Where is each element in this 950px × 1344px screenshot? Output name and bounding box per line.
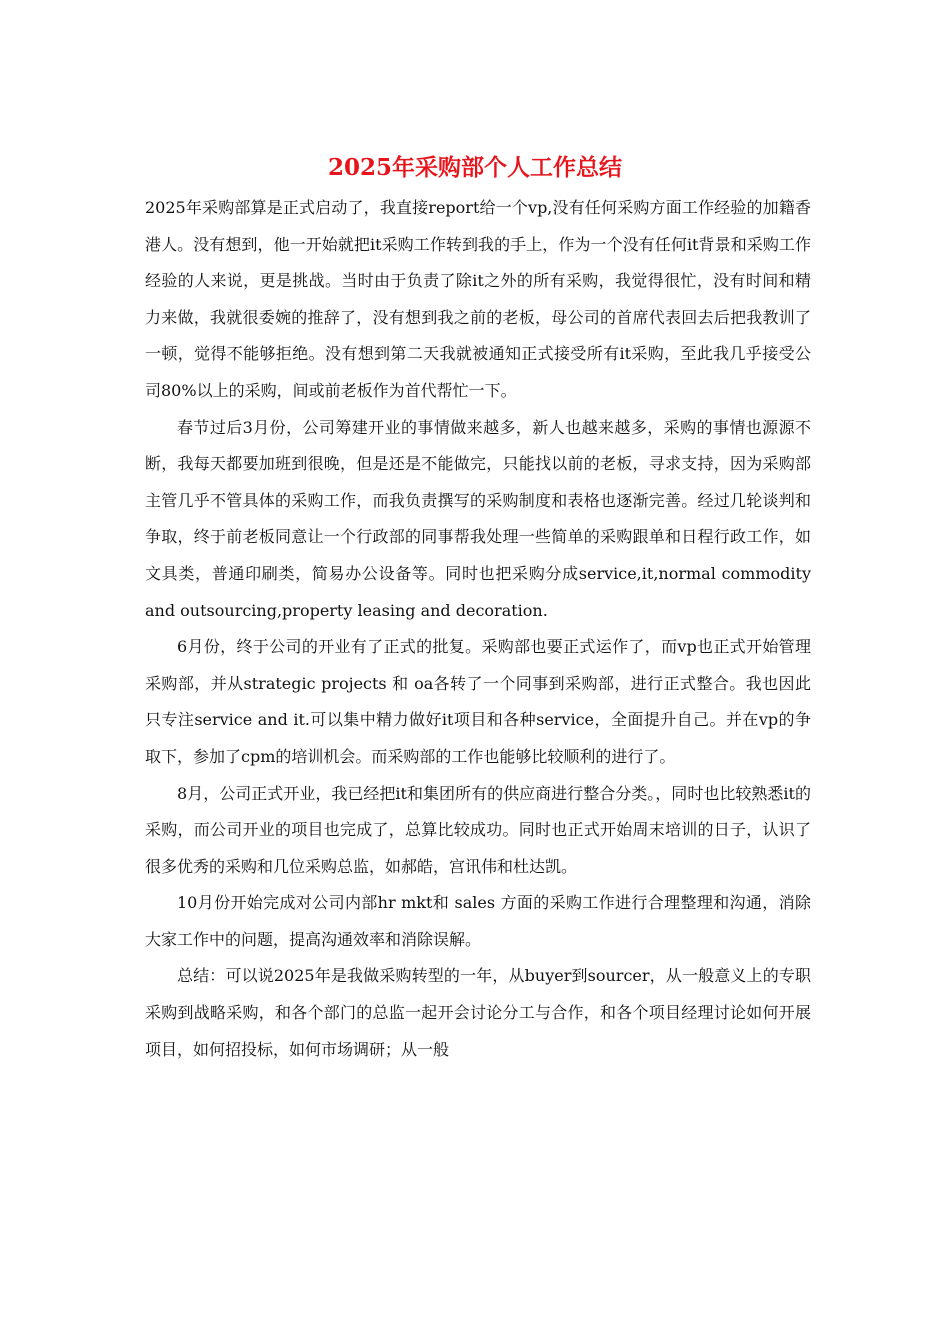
paragraph-6: 总结：可以说2025年是我做采购转型的一年，从buyer到sourcer，从一般意义上的专职采购到战略采购，和各个部门的总监一起开会讨论分工与合作，和各个项目经理讨论如何开展项目，如何招投标，如何市场调研；从一般 [145, 966, 811, 1059]
paragraph-1: 2025年采购部算是正式启动了，我直接report给一个vp,没有任何采购方面工作经验的加籍香港人。没有想到，他一开始就把it采购工作转到我的手上，作为一个没有任何it背景和采购工作经验的人来说，更是挑战。当时由于负责了除it之外的所有采购，我觉得很忙，没有时间和精力来做，我就很委婉的推辞了，没有想到我之前的老板，母公司的首席代表回去后把我教训了一顿，觉得不能够拒绝。没有想到第二天我就被通知正式接受所有it采购，至此我几乎接受公司80%以上的采购，间或前老板作为首代帮忙一下。 [145, 198, 811, 400]
paragraph-5: 10月份开始完成对公司内部hr mkt和 sales 方面的采购工作进行合理整理和沟通，消除大家工作中的问题，提高沟通效率和消除误解。 [145, 893, 811, 949]
paragraph-2: 春节过后3月份，公司筹建开业的事情做来越多，新人也越来越多，采购的事情也源源不断，我每天都要加班到很晚，但是还是不能做完，只能找以前的老板，寻求支持，因为采购部主管几乎不管具体的采购工作，而我负责撰写的采购制度和表格也逐渐完善。经过几轮谈判和争取，终于前老板同意让一个行政部的同事帮我处理一些简单的采购跟单和日程行政工作，如文具类，普通印刷类，简易办公设备等。同时也把采购分成service,it,normal commodity and outsourcing,property leasing and decoration. [145, 417, 811, 620]
document-body [145, 190, 811, 1068]
paragraph-3: 6月份，终于公司的开业有了正式的批复。采购部也要正式运作了，而vp也正式开始管理采购部，并从strategic projects 和 oa各转了一个同事到采购部，进行正式整合。我也因此只专注service and it.可以集中精力做好it项目和各种service，全面提升自己。并在vp的争取下，参加了cpm的培训机会。而采购部的工作也能够比较顺利的进行了。 [145, 637, 811, 766]
document-title: 2025年采购部个人工作总结 [327, 154, 622, 181]
paragraph-4: 8月，公司正式开业，我已经把it和集团所有的供应商进行整合分类。，同时也比较熟悉it的采购，而公司开业的项目也完成了，总算比较成功。同时也正式开始周末培训的日子，认识了很多优秀的采购和几位采购总监，如郝皓，宫讯伟和杜达凯。 [145, 783, 811, 876]
